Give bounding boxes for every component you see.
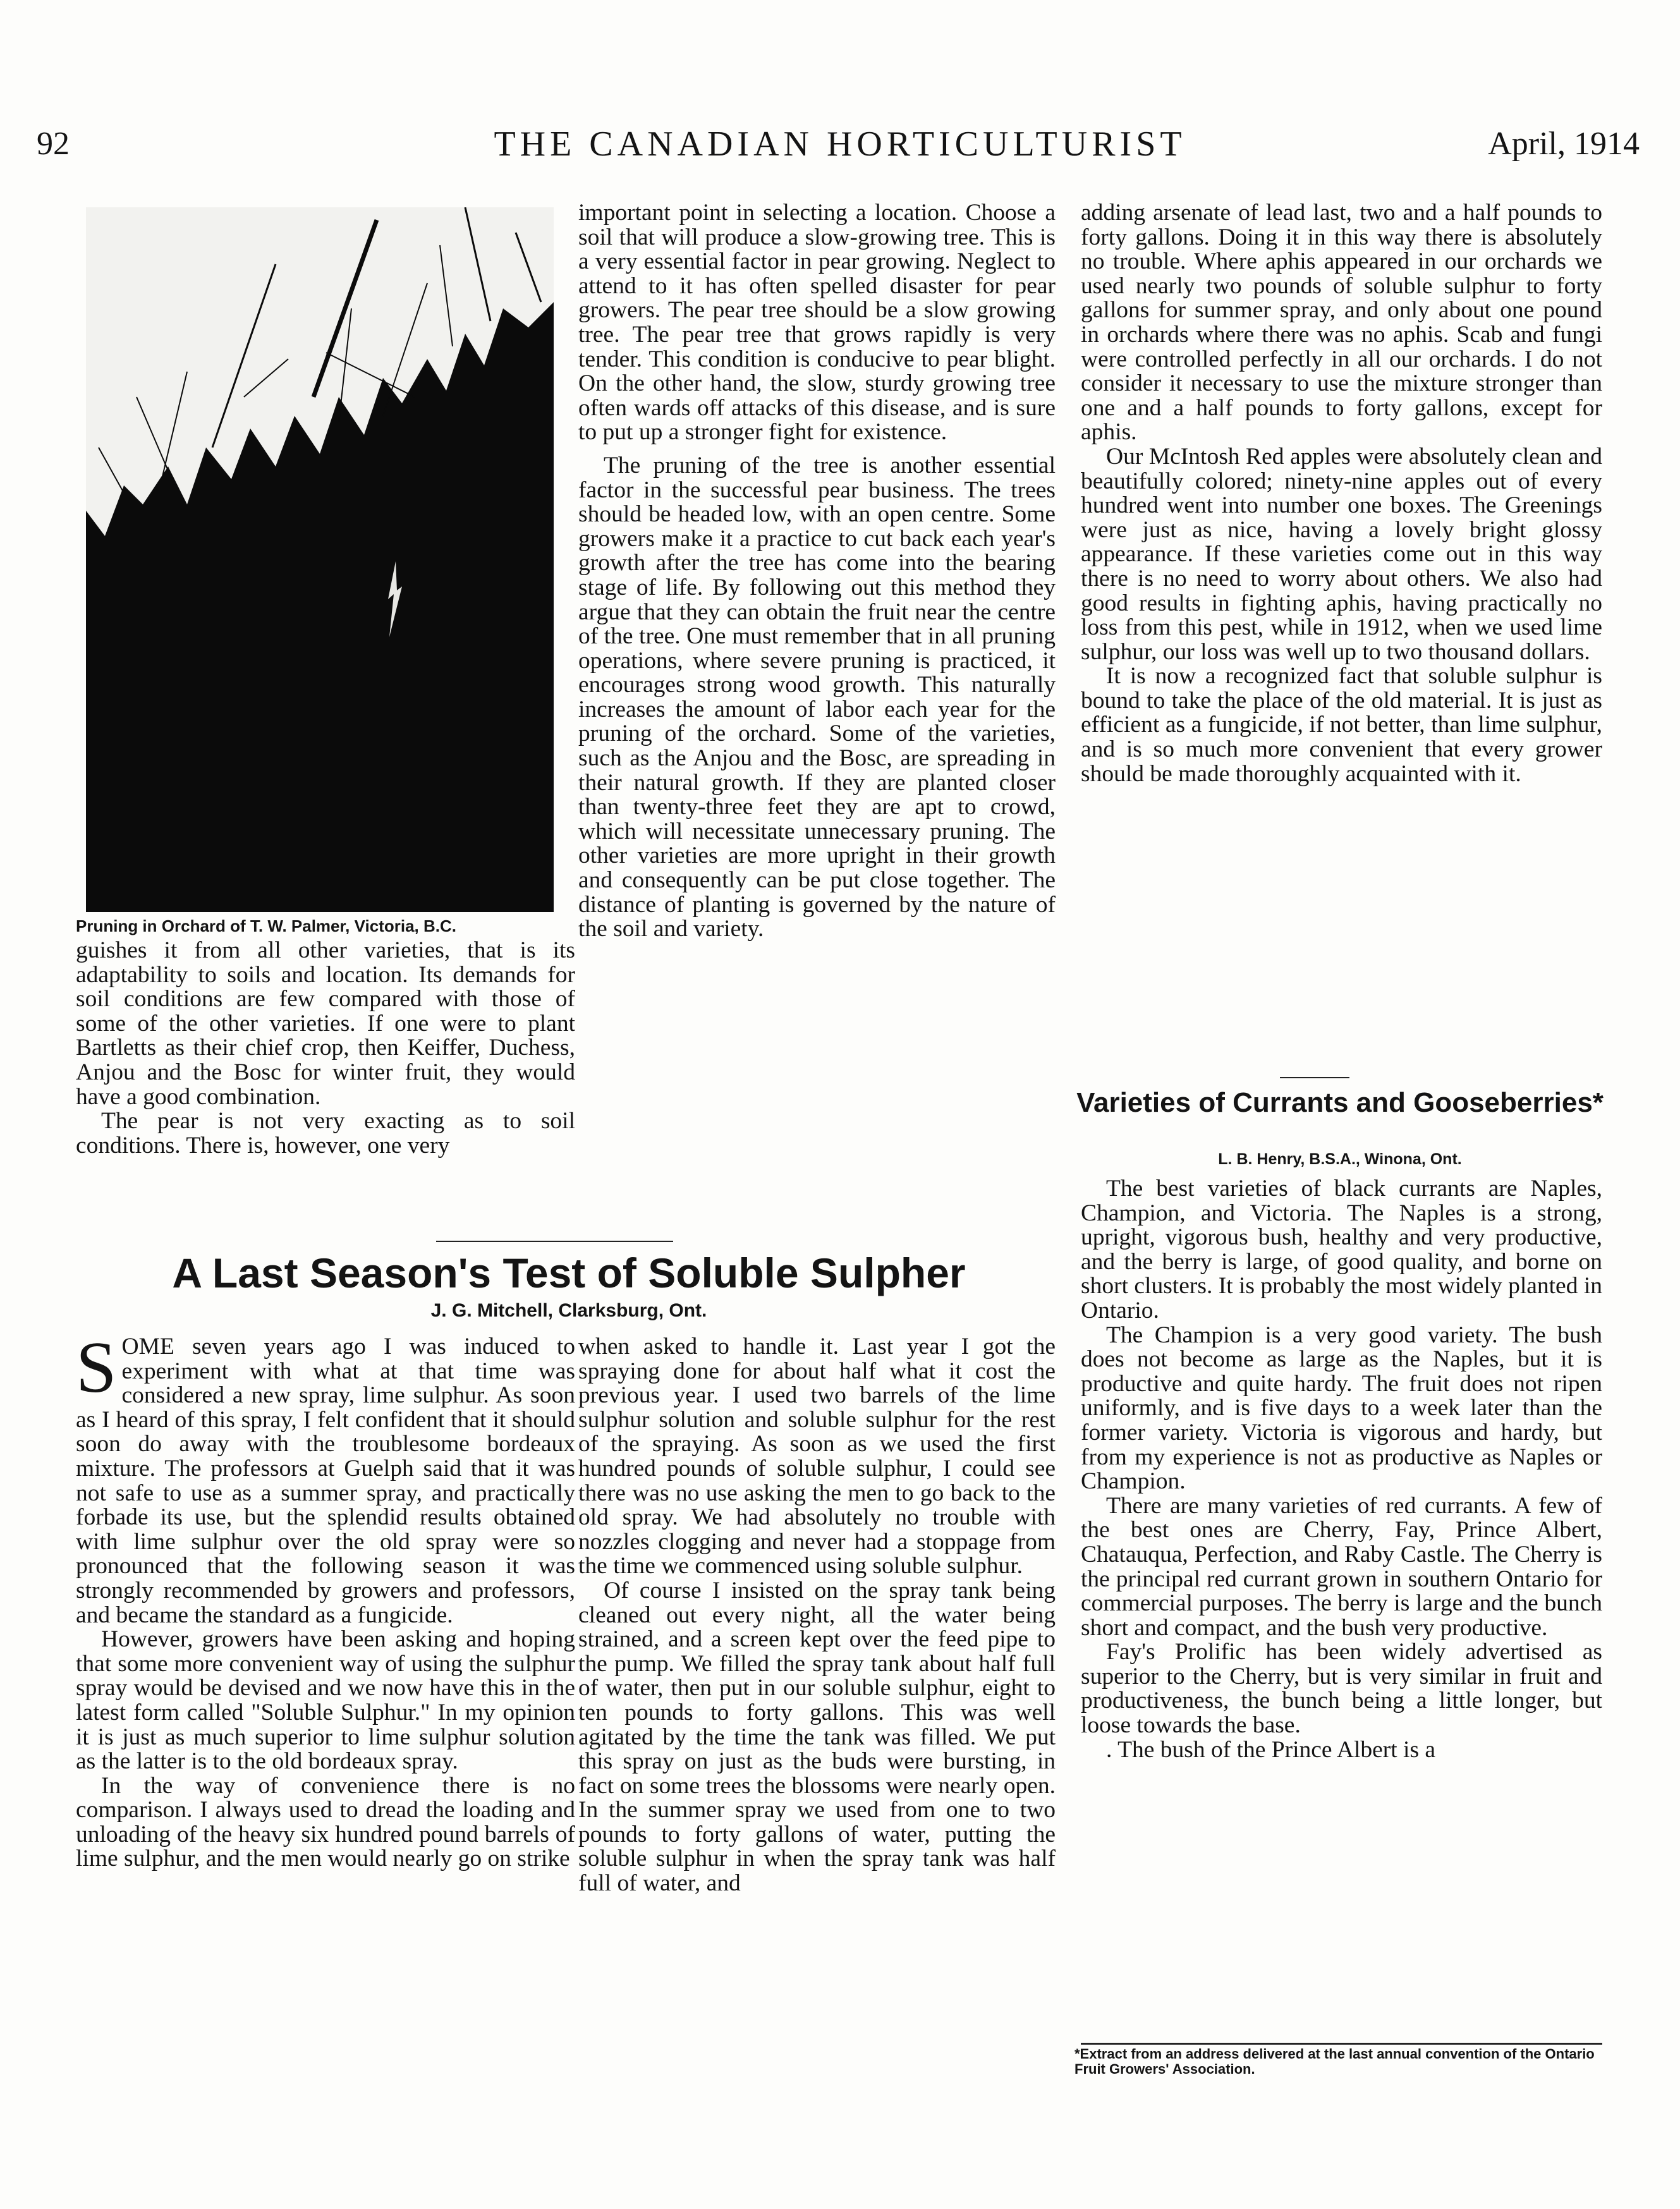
issue-date: April, 1914: [1488, 126, 1640, 162]
pear-article-col1: [76, 939, 575, 1158]
currants-body: [1081, 1177, 1602, 1762]
paragraph: important point in selecting a location. Choose a soil that will produce a slow-growing tree. This is a very essential factor in pear growing. Neglect to attend to it has often spelled disaster for pear growers. The pear tree should be a slow growing tree. The pear tree that grows rapidly is very tender. This condition is conducive to pear blight. On the other hand, the slow, sturdy growing tree often wards off attacks of this disease, and is sure to put up a stronger fight for existence.: [578, 200, 1056, 446]
currants-byline: L. B. Henry, B.S.A., Winona, Ont.: [1218, 1150, 1462, 1168]
paragraph: Of course I insisted on the spray tank being cleaned out every night, all the water being strained, and a screen kept over the feed pipe to the pump. We filled the spray tank about half full of water, then put in our soluble sulphur, eight to ten pounds to forty gallons. This was well agitated by the time the tank was filled. We put this spray on just as the buds were bursting, in fact on some trees the blossoms were nearly open. In the summer spray we used from one to two pounds to forty gallons of water, putting the soluble sulphur in when the spray tank was half full of water, and: [578, 1577, 1056, 1897]
paragraph: Fay's Prolific has been widely advertised as superior to the Cherry, but is very similar in fruit and productiveness, the bunch being a little longer, but loose towards the base.: [1081, 1639, 1602, 1739]
footnote-rule: [1081, 2043, 1602, 2045]
paragraph: guishes it from all other varieties, that is its adaptability to soils and location. Its demands for soil conditions are few compared with those of some of the other varieties. If one were to plant Bartletts as their chief crop, then Keiffer, Duchess, Anjou and the Bosc for winter fruit, they would have a good combination.: [76, 937, 575, 1110]
divider: [436, 1241, 673, 1242]
pear-article-col2: [578, 201, 1056, 942]
sulphur-headline: A Last Season's Test of Soluble Sulpher: [172, 1250, 966, 1296]
paragraph: when asked to handle it. Last year I got the spraying done for about half what it cost the previous year. I used two barrels of the lime sulphur solution and soluble sulphur for the rest of the spraying. As soon as we used the first hundred pounds of soluble sulphur, I could see there was no use asking the men to go back to the old spray. We had absolutely no trouble with nozzles clogging and never had a stoppage from the time we commenced using soluble sulphur.: [578, 1334, 1056, 1579]
drop-cap: S: [76, 1327, 117, 1408]
paragraph: [76, 1327, 575, 1628]
magazine-title: THE CANADIAN HORTICULTURIST: [494, 125, 1186, 164]
photo-caption: Pruning in Orchard of T. W. Palmer, Victoria, B.C.: [76, 916, 456, 935]
paragraph: The Champion is a very good variety. The bush does not become as large as the Naples, but it is productive and quite hardy. The fruit does not ripen uniformly, and is five days to a week later than the former variety. Victoria is vigorous and hardy, but from my experience is not as productive as Naples or Champion.: [1081, 1322, 1602, 1495]
sulphur-article-col1: [76, 1327, 575, 1872]
sulphur-article-col2: [578, 1335, 1056, 1896]
paragraph: The best varieties of black currants are Naples, Champion, and Victoria. The Naples is a strong, upright, vigorous bush, healthy and very productive, and the berry is large, of good quality, and borne on short clusters. It is probably the most widely planted in Ontario.: [1081, 1176, 1602, 1324]
paragraph: The pruning of the tree is another essential factor in the successful pear business. The trees should be headed low, with an open centre. Some growers make it a practice to cut back each year's growth after the tree has come into the bearing stage of life. By following out this method they argue that they can obtain the fruit near the centre of the tree. One must remember that in all pruning operations, where severe pruning is practiced, it encourages strong wood growth. This naturally increases the amount of labor each year for the pruning of the orchard. Some of the varieties, such as the Anjou and the Bosc, are spreading in their natural growth. If they are planted closer than twenty-three feet they are apt to crowd, which will necessitate unnecessary pruning. The other varieties are more upright in their growth and consequently can be put close together. The distance of planting is governed by the nature of the soil and variety.: [578, 452, 1056, 942]
paragraph: Our McIntosh Red apples were absolutely clean and beautifully colored; ninety-nine apples out of every hundred went into number one boxes. The Greenings were just as nice, having a lovely bright glossy appearance. If these varieties come out in this way there is no need to worry about others. We also had good results in fighting aphis, having practically no loss from this pest, while in 1912, when we used lime sulphur, our loss was well up to two thousand dollars.: [1081, 443, 1602, 665]
paragraph: There are many varieties of red currants. A few of the best ones are Cherry, Fay, Prince Albert, Chatauqua, Perfection, and Raby Castle. The Cherry is the principal red currant grown in southern Ontario for commercial purposes. The berry is large and the bunch short and compact, and the bush very productive.: [1081, 1492, 1602, 1641]
currants-headline: Varieties of Currants and Gooseberries*: [1076, 1087, 1604, 1118]
paragraph: In the way of convenience there is no comparison. I always used to dread the loading and unloading of the heavy six hundred pound barrels of lime sulphur, and the men would nearly go on strike: [76, 1772, 575, 1872]
orchard-photo: [86, 207, 554, 912]
paragraph: . The bush of the Prince Albert is a: [1106, 1736, 1436, 1763]
divider: [1280, 1077, 1349, 1078]
paragraph: It is now a recognized fact that soluble sulphur is bound to take the place of the old material. It is just as efficient as a fungicide, if not better, than lime sulphur, and is so much more convenient that every grower should be made thoroughly acquainted with it.: [1081, 663, 1602, 787]
page-number: 92: [37, 126, 70, 162]
col3-continuation: [1081, 201, 1602, 786]
paragraph: The pear is not very exacting as to soil conditions. There is, however, one very: [76, 1108, 575, 1159]
paragraph-text: OME seven years ago I was induced to experiment with what at that time was considered a new spray, lime sulphur. As soon as I heard of this spray, I felt confident that it should soon do away with the troublesome bordeaux mixture. The professors at Guelph said that it was not safe to use as a summer spray, and practically forbade its use, but the splendid results obtained with lime sulphur over the old spray were so pronounced that the following season it was strongly recommended by growers and professors, and became the standard as a fungicide.: [76, 1334, 575, 1628]
paragraph: adding arsenate of lead last, two and a half pounds to forty gallons. Doing it in this way there is absolutely no trouble. Where aphis appeared in our orchards we used nearly two pounds of soluble sulphur to forty gallons for summer spray, and only about one pound in orchards where there was no aphis. Scab and fungi were controlled perfectly in all our orchards. I do not consider it necessary to use the mixture stronger than one and a half pounds to forty gallons, except for aphis.: [1081, 200, 1602, 446]
sulphur-byline: J. G. Mitchell, Clarksburg, Ont.: [430, 1300, 707, 1321]
footnote: *Extract from an address delivered at the last annual convention of the Ontario Fruit Growers' Association.: [1074, 2046, 1595, 2077]
paragraph: However, growers have been asking and hoping that some more convenient way of using the sulphur spray would be devised and we now have this in the latest form called "Soluble Sulphur." In my opinion it is just as much superior to lime sulphur solution as the latter is to the old bordeaux spray.: [76, 1626, 575, 1775]
